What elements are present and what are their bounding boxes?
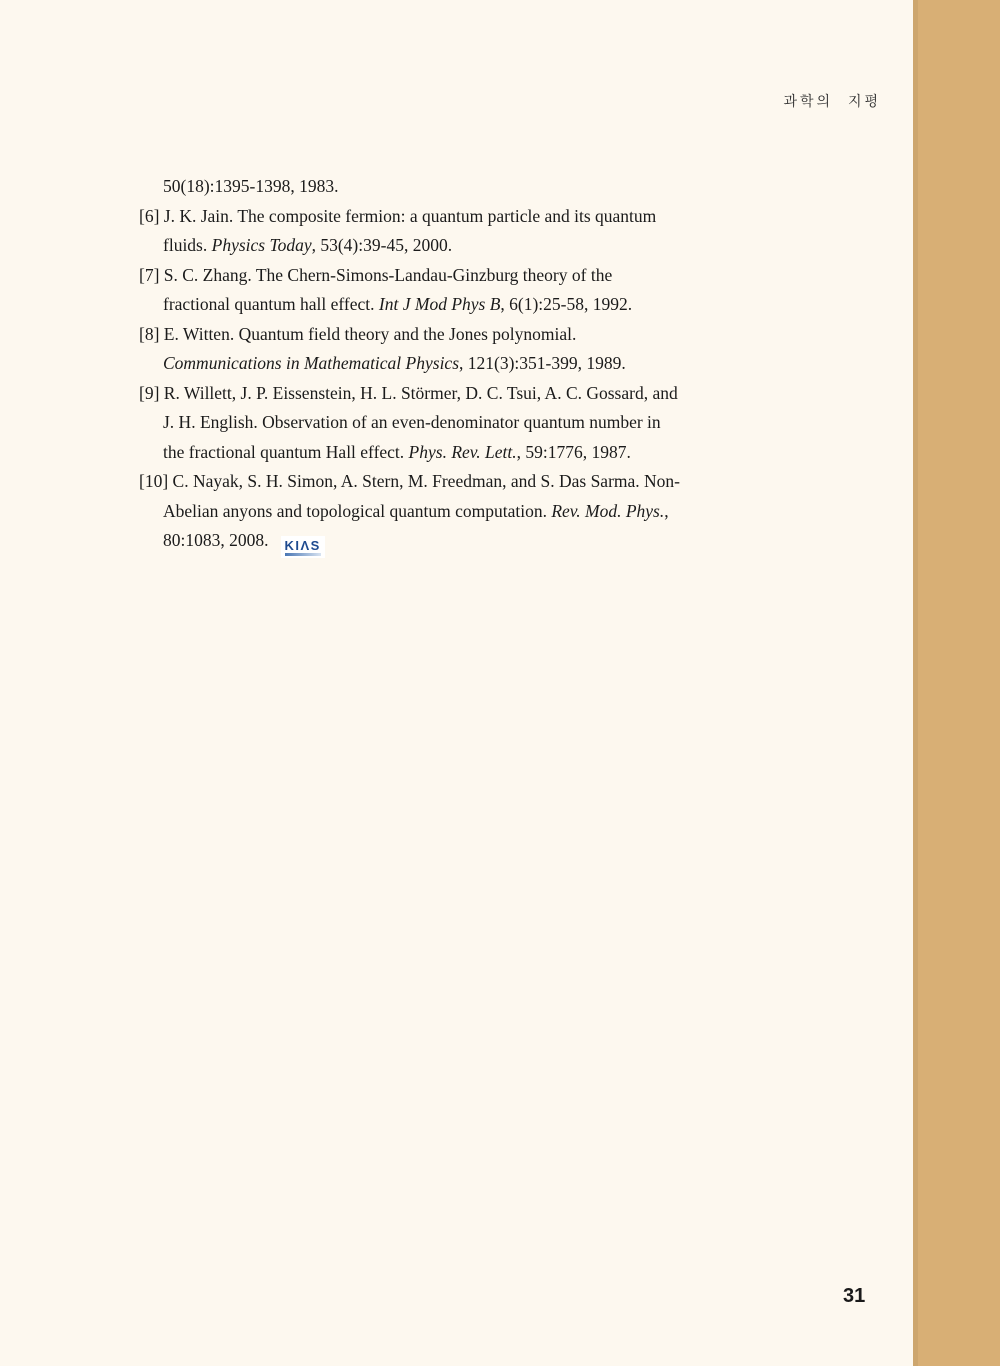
reference-text: , 53(4):39-45, 2000.	[311, 235, 453, 255]
reference-text: J. K. Jain. The composite fermion: a quantum particle and its quantum	[163, 205, 657, 226]
reference-line	[139, 202, 799, 232]
reference-line	[163, 497, 799, 527]
reference-text: ,	[664, 500, 669, 521]
reference-item	[139, 467, 799, 558]
reference-text: 80:1083, 2008.	[163, 530, 269, 550]
reference-number: [10]	[139, 471, 173, 491]
reference-number: [7]	[139, 264, 164, 285]
reference-text: R. Willett, J. P. Eissenstein, H. L. Störmer, D. C. Tsui, A. C. Gossard, and	[163, 382, 678, 403]
journal-title: Communications in Mathematical Physics	[163, 353, 460, 373]
reference-text: the fractional quantum Hall effect.	[163, 441, 409, 462]
reference-item	[139, 261, 799, 320]
reference-line	[163, 290, 799, 320]
reference-text: , 6(1):25-58, 1992.	[500, 294, 633, 314]
reference-item	[139, 320, 799, 379]
reference-line	[163, 172, 799, 202]
reference-text: J. H. English. Observation of an even-denominator quantum number in	[163, 412, 661, 432]
reference-line	[139, 379, 799, 409]
journal-title: Phys. Rev. Lett.	[408, 441, 517, 462]
kias-logo-underline	[285, 553, 321, 556]
reference-line	[163, 408, 799, 438]
journal-title: Physics Today	[211, 235, 312, 255]
reference-text: Abelian anyons and topological quantum computation.	[163, 500, 552, 521]
reference-item	[139, 379, 799, 468]
journal-title: Int J Mod Phys B	[378, 294, 501, 314]
reference-text: , 121(3):351-399, 1989.	[459, 353, 626, 373]
reference-line	[163, 349, 799, 379]
kias-logo-text: KIΛS	[284, 538, 321, 553]
reference-line	[163, 438, 799, 468]
reference-line	[163, 526, 799, 558]
reference-text: fractional quantum hall effect.	[163, 294, 379, 314]
reference-text: , 59:1776, 1987.	[516, 441, 631, 462]
reference-text: E. Witten. Quantum field theory and the Jones polynomial.	[163, 323, 577, 344]
reference-number: [6]	[139, 205, 164, 226]
reference-line	[139, 467, 799, 497]
reference-text: C. Nayak, S. H. Simon, A. Stern, M. Freedman, and S. Das Sarma. Non-	[172, 471, 680, 491]
running-head-title: 과학의 지평	[783, 93, 881, 109]
kias-logo	[281, 536, 325, 558]
reference-text: 50(18):1395-1398, 1983.	[163, 176, 339, 196]
journal-title: Rev. Mod. Phys.	[551, 500, 665, 521]
reference-item	[139, 172, 799, 202]
reference-line	[163, 231, 799, 261]
reference-line	[139, 320, 799, 350]
reference-item	[139, 202, 799, 261]
references-list	[139, 172, 799, 558]
page-number: 31	[843, 1285, 866, 1307]
reference-text: fluids.	[163, 235, 212, 255]
reference-number: [8]	[139, 323, 164, 344]
reference-line	[139, 261, 799, 291]
reference-number: [9]	[139, 382, 164, 403]
right-margin-stripe	[913, 0, 1000, 1366]
reference-text: S. C. Zhang. The Chern-Simons-Landau-Ginzburg theory of the	[163, 264, 613, 285]
